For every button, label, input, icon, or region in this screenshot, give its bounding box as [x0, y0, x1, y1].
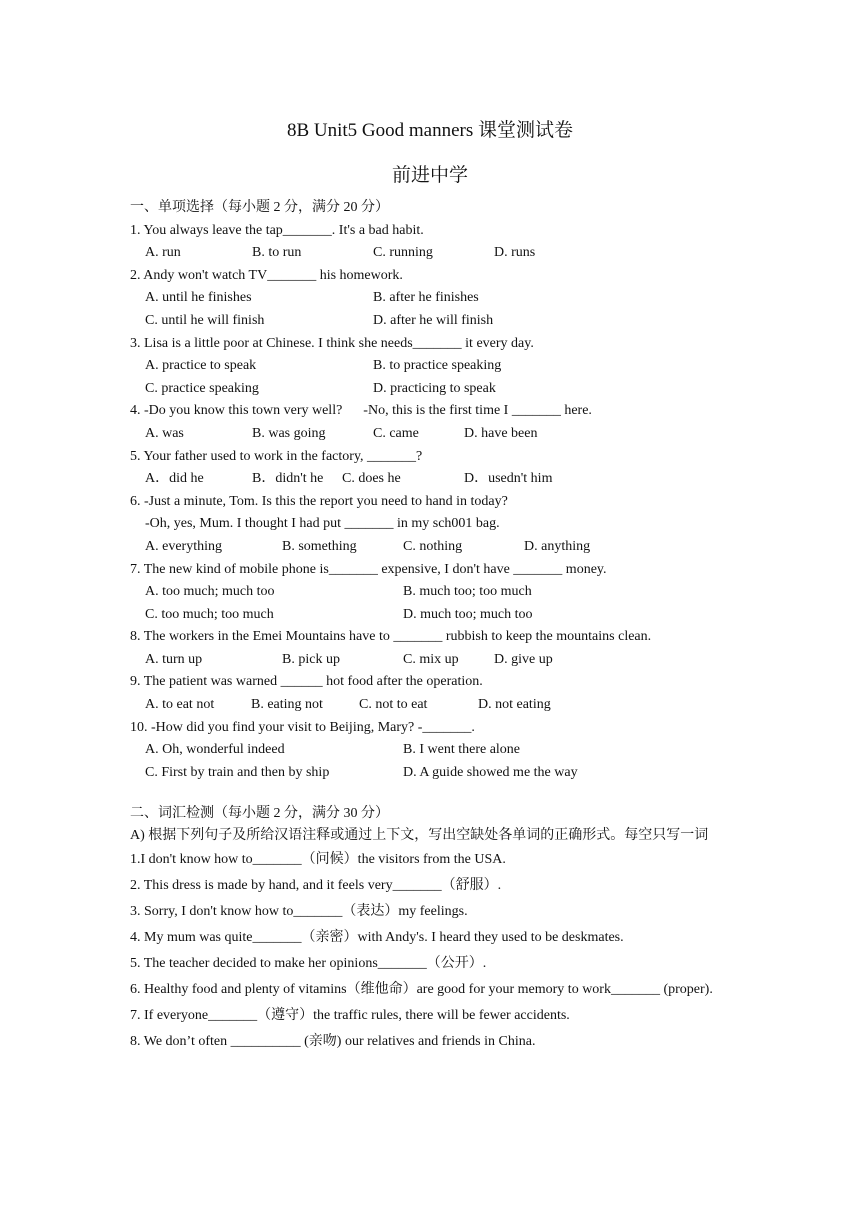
- option-a: A. too much; much too: [145, 584, 275, 600]
- option-a: A. everything: [145, 538, 222, 554]
- option-b: B. eating not: [251, 697, 323, 713]
- option-a: A. Oh, wonderful indeed: [145, 742, 285, 758]
- option-c: C. not to eat: [359, 697, 428, 713]
- options-row: [130, 423, 730, 446]
- vocab-item: 3. Sorry, I don't know how to_______（表达）my feelings.: [130, 904, 468, 919]
- option-d: D. not eating: [478, 697, 551, 713]
- option-a: A. to eat not: [145, 697, 215, 713]
- option-a: A. until he finishes: [145, 290, 252, 306]
- options-row: [130, 739, 730, 762]
- option-b: B. was going: [252, 425, 326, 441]
- option-d: D. A guide showed me the way: [403, 764, 578, 780]
- options-row: [130, 310, 730, 333]
- options-row: [130, 604, 730, 627]
- options-row: [130, 694, 730, 717]
- option-d: D. have been: [464, 425, 538, 441]
- vocab-item: 5. The teacher decided to make her opinions_______（公开）.: [130, 956, 487, 971]
- options-row: [130, 536, 730, 559]
- vocab-item: 8. We don’t often __________ (亲吻) our relatives and friends in China.: [130, 1034, 536, 1049]
- option-a: A．did he: [145, 471, 204, 487]
- question-stem: 10. -How did you find your visit to Beijing, Mary? -_______.: [130, 719, 475, 735]
- section-vocabulary: [130, 803, 730, 1055]
- question-stem: 1. You always leave the tap_______. It's a bad habit.: [130, 222, 424, 238]
- question-stem: 3. Lisa is a little poor at Chinese. I think she needs_______ it every day.: [130, 335, 534, 351]
- vocab-item: 4. My mum was quite_______（亲密）with Andy's. I heard they used to be deskmates.: [130, 930, 624, 945]
- option-d: D．usedn't him: [464, 471, 553, 487]
- vocab-item: 1.I don't know how to_______（问候）the visitors from the USA.: [130, 852, 506, 867]
- page-title: 8B Unit5 Good manners 课堂测试卷: [286, 120, 574, 141]
- vocab-item: 2. This dress is made by hand, and it feels very_______（舒服）.: [130, 878, 502, 893]
- option-b: B. I went there alone: [403, 742, 521, 758]
- question-stem: 7. The new kind of mobile phone is_______ expensive, I don't have _______ money.: [130, 561, 607, 577]
- option-b: B. something: [282, 538, 357, 554]
- options-row: [130, 287, 730, 310]
- options-row: [130, 378, 730, 401]
- option-d: D. practicing to speak: [373, 380, 496, 396]
- options-row: [130, 762, 730, 785]
- question-stem: 8. The workers in the Emei Mountains have to _______ rubbish to keep the mountains clean.: [130, 629, 652, 645]
- section-multiple-choice: [130, 197, 730, 784]
- options-row: [130, 468, 730, 491]
- option-b: B. after he finishes: [373, 290, 479, 306]
- option-b: B. much too; too much: [403, 584, 532, 600]
- question-stem-continued: -Oh, yes, Mum. I thought I had put _______ in my sch001 bag.: [145, 516, 500, 532]
- question-stem: 4. -Do you know this town very well? -No, this is the first time I _______ here.: [130, 403, 592, 419]
- option-c: C. nothing: [403, 538, 463, 554]
- option-c: C. too much; too much: [145, 606, 274, 622]
- question-stem: 6. -Just a minute, Tom. Is this the report you need to hand in today?: [130, 493, 508, 509]
- option-d: D. anything: [524, 538, 591, 554]
- option-a: A. practice to speak: [145, 358, 257, 374]
- school-name: 前进中学: [391, 165, 468, 186]
- option-c: C. mix up: [403, 651, 459, 667]
- option-a: A. turn up: [145, 651, 203, 667]
- section-instructions: A) 根据下列句子及所给汉语注释或通过上下文，写出空缺处各单词的正确形式。每空只写一词: [130, 828, 709, 843]
- option-b: B．didn't he: [252, 471, 324, 487]
- options-row: [130, 581, 730, 604]
- option-b: B. pick up: [282, 651, 340, 667]
- option-a: A. was: [145, 425, 184, 441]
- vocab-item: 7. If everyone_______（遵守）the traffic rules, there will be fewer accidents.: [130, 1008, 570, 1023]
- options-row: [130, 649, 730, 672]
- option-c: C. does he: [342, 471, 401, 487]
- option-a: A. run: [145, 245, 181, 261]
- vocab-item: 6. Healthy food and plenty of vitamins（维他命）are good for your memory to work_______ (proper).: [130, 982, 713, 997]
- option-d: D. after he will finish: [373, 312, 494, 328]
- section-heading: 二、词汇检测（每小题 2 分，满分 30 分）: [130, 806, 389, 821]
- question-stem: 2. Andy won't watch TV_______ his homework.: [130, 267, 403, 283]
- question-stem: 5. Your father used to work in the factory, _______?: [130, 448, 423, 464]
- question-stem: 9. The patient was warned ______ hot food after the operation.: [130, 674, 483, 690]
- options-row: [130, 355, 730, 378]
- option-c: C. First by train and then by ship: [145, 764, 330, 780]
- option-b: B. to run: [252, 245, 302, 261]
- option-c: C. running: [373, 245, 433, 261]
- option-d: D. runs: [494, 245, 536, 261]
- option-c: C. practice speaking: [145, 380, 259, 396]
- option-d: D. much too; much too: [403, 606, 533, 622]
- option-c: C. came: [373, 425, 419, 441]
- option-d: D. give up: [494, 651, 553, 667]
- section-heading: 一、单项选择（每小题 2 分，满分 20 分）: [130, 200, 389, 215]
- options-row: [130, 242, 730, 265]
- option-b: B. to practice speaking: [373, 358, 502, 374]
- option-c: C. until he will finish: [145, 312, 265, 328]
